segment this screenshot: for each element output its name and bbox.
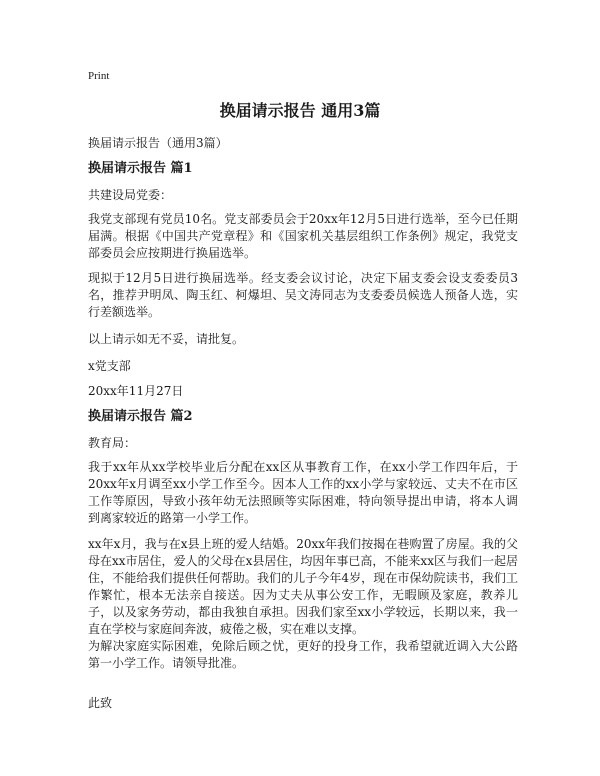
section-1-date: 20xx年11月27日 bbox=[88, 384, 184, 398]
section-2-closing: 此致 bbox=[88, 696, 113, 710]
section-1-paragraph-3: 以上请示如无不妥，请批复。 bbox=[88, 332, 245, 346]
section-1-paragraph-2: 现拟于12月5日进行换届选举。经支委会议讨论，决定下届支委会设支委委员3名，推荐尹明凤、陶玉红、柯爆坦、吴文涛同志为支委委员候选人预备人选，实行差额选举。 bbox=[88, 271, 518, 319]
section-2-paragraph-1: 我于xx年从xx学校毕业后分配在xx区从事教育工作，在xx小学工作四年后，于20xx年x月调至xx小学工作至今。因本人工作的xx小学与家较远、丈夫不在市区工作等原因，导致小孩年幼无法照顾等实际困难，特向领导提出申请，将本人调到离家较近的路第一小学工作。 bbox=[88, 460, 518, 525]
section-1-paragraph-1: 我党支部现有党员10名。党支部委员会于20xx年12月5日进行选举，至今已任期届满。根据《中国共产党章程》和《国家机关基层组织工作条例》规定，我党支部委员会应按期进行换届选举。 bbox=[88, 212, 518, 260]
document-subtitle: 换届请示报告（通用3篇） bbox=[88, 136, 228, 150]
section-1-signature: x党支部 bbox=[88, 359, 131, 373]
section-2-paragraph-2: xx年x月，我与在x县上班的爱人结婚。20xx年我们按揭在巷购置了房屋。我的父母在xx市居住，爱人的父母在x县居住，均因年事已高，不能来xx区与我们一起居住，不能给我们提供任何帮助。我们的儿子今年4岁，现在市保幼院读书，我们工作繁忙，根本无法亲自接送。因为丈夫从事公安工作，无暇顾及家庭，教养儿子，以及家务劳动，都由我独自承担。因我们家至xx小学较远，长期以来，我一直在学校与家庭间奔波，疲倦之极，实在难以支撑。 bbox=[88, 537, 518, 636]
print-link[interactable]: Print bbox=[88, 70, 110, 82]
section-2-heading: 换届请示报告 篇2 bbox=[88, 409, 193, 424]
section-1-heading: 换届请示报告 篇1 bbox=[88, 161, 193, 176]
section-1-salutation: 共建设局党委： bbox=[88, 188, 173, 202]
section-2-paragraph-3: 为解决家庭实际困难，免除后顾之忧，更好的投身工作，我希望就近调入大公路第一小学工作。请领导批准。 bbox=[88, 639, 518, 670]
page-title: 换届请示报告 通用3篇 bbox=[219, 101, 381, 120]
section-2-salutation: 教育局： bbox=[88, 436, 137, 450]
